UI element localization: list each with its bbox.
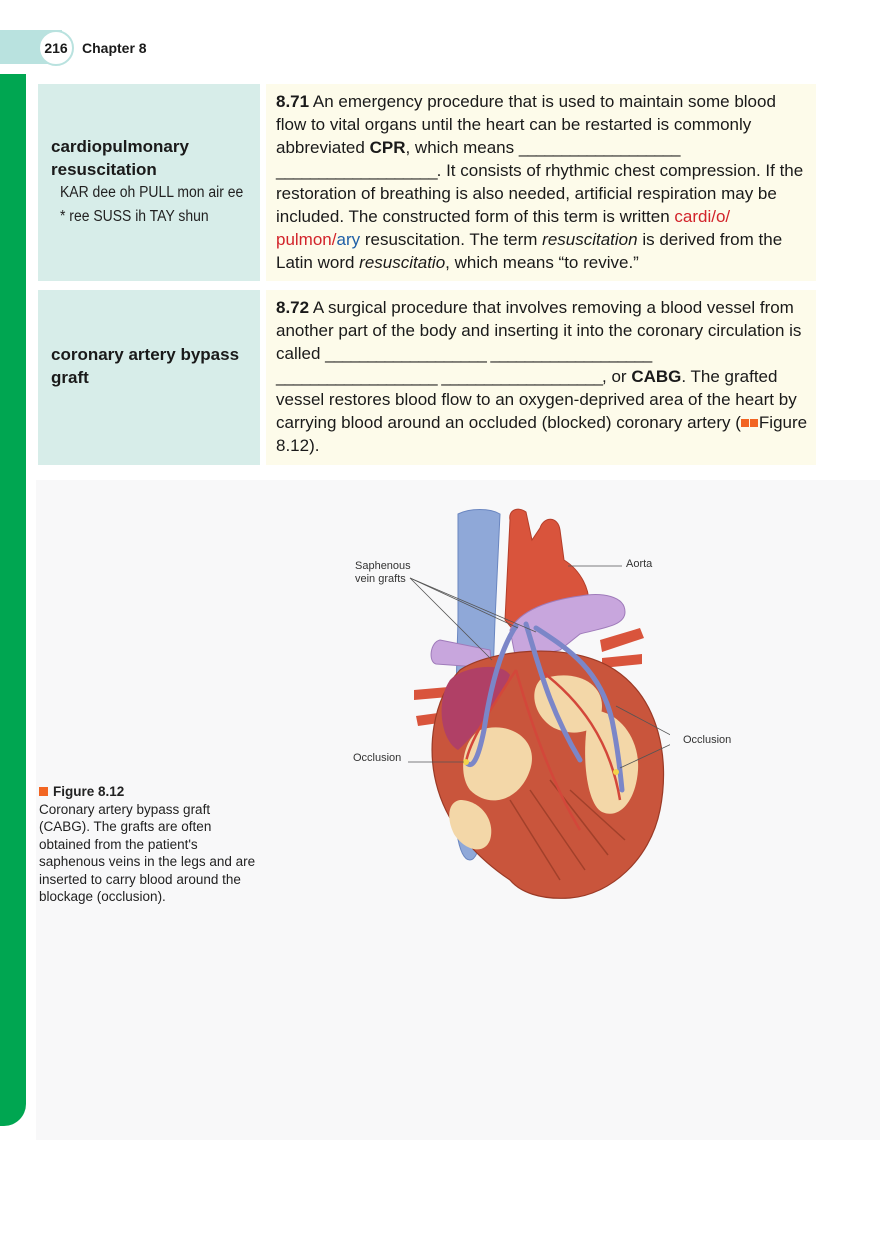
answer-blank[interactable]: ___________________ <box>325 344 486 363</box>
pronunciation-line: * ree SUSS ih TAY shun <box>60 208 209 225</box>
label-saphenous: Saphenous vein grafts <box>355 560 411 585</box>
definition-box-8-71 <box>266 84 816 281</box>
label-occlusion-left: Occlusion <box>353 752 402 764</box>
answer-blank[interactable]: ___________________ <box>276 367 437 386</box>
pronunciation-line: KAR dee oh PULL mon air ee <box>60 184 244 201</box>
occlusion-marker <box>613 769 619 775</box>
answer-blank[interactable]: ___________________ <box>490 344 652 363</box>
figure-marker-icon <box>750 419 758 427</box>
definition-text: 8.72 A surgical procedure that involves removing a blood vessel from another part of the body and inserting it into the coronary circulation is called ___________________ ___________________ ___________________ ___________________, or CABG. The grafted vessel restores blood flow to an oxygen-deprived area of the heart by carrying blood around an occluded (blocked) coronary artery ( Figure 8.12). <box>276 298 808 455</box>
caption-text: Coronary artery bypass graft (CABG). The grafts are often obtained from the patient's saphenous veins in the legs and are inserted to carry blood around the blockage (occlusion). <box>39 801 256 904</box>
word-part-suffix: ary <box>336 230 361 249</box>
definition-box-8-72 <box>266 290 816 465</box>
page-number: 216 <box>38 30 74 66</box>
figure-marker-icon <box>741 419 749 427</box>
figure-title: Figure 8.12 <box>39 783 259 801</box>
definition-text: 8.71 An emergency procedure that is used to maintain some blood flow to vital organs until the heart can be restarted is commonly abbreviated CPR, which means ___________________ ___________________. It consists of rhythmic chest compression. If the restoration of breathing is also needed, artificial respiration may be included. The constructed form of this term is written cardi/o/ pulmon/ary resuscitation. The term resuscitation is derived from the Latin word resuscitatio, which means “to revive.” <box>276 92 804 272</box>
term-title: coronary artery bypass graft <box>51 345 240 387</box>
answer-blank[interactable]: ___________________ <box>276 161 437 180</box>
chapter-title: Chapter 8 <box>82 40 147 56</box>
figure-reference[interactable]: Figure 8.12 <box>276 413 808 455</box>
label-occlusion-right: Occlusion <box>683 734 732 746</box>
frame-number: 8.72 <box>276 298 310 317</box>
artery-branch <box>600 628 644 652</box>
word-part-root: pulmon/ <box>276 230 337 249</box>
chapter-spine <box>0 74 26 1126</box>
figure-caption <box>39 783 259 906</box>
frame-number: 8.71 <box>276 92 310 111</box>
answer-blank[interactable]: ___________________ <box>518 138 680 157</box>
figure-marker-icon <box>39 787 48 796</box>
abbreviation: CPR <box>369 138 406 157</box>
abbreviation: CABG <box>631 367 682 386</box>
term-title: cardiopulmonary resuscitation <box>51 137 189 179</box>
label-aorta: Aorta <box>626 558 653 570</box>
word-part-root: cardi/o/ <box>674 207 731 226</box>
answer-blank[interactable]: ___________________ <box>441 367 603 386</box>
term-box-cabg <box>38 290 260 465</box>
term-box-cpr <box>38 84 260 281</box>
